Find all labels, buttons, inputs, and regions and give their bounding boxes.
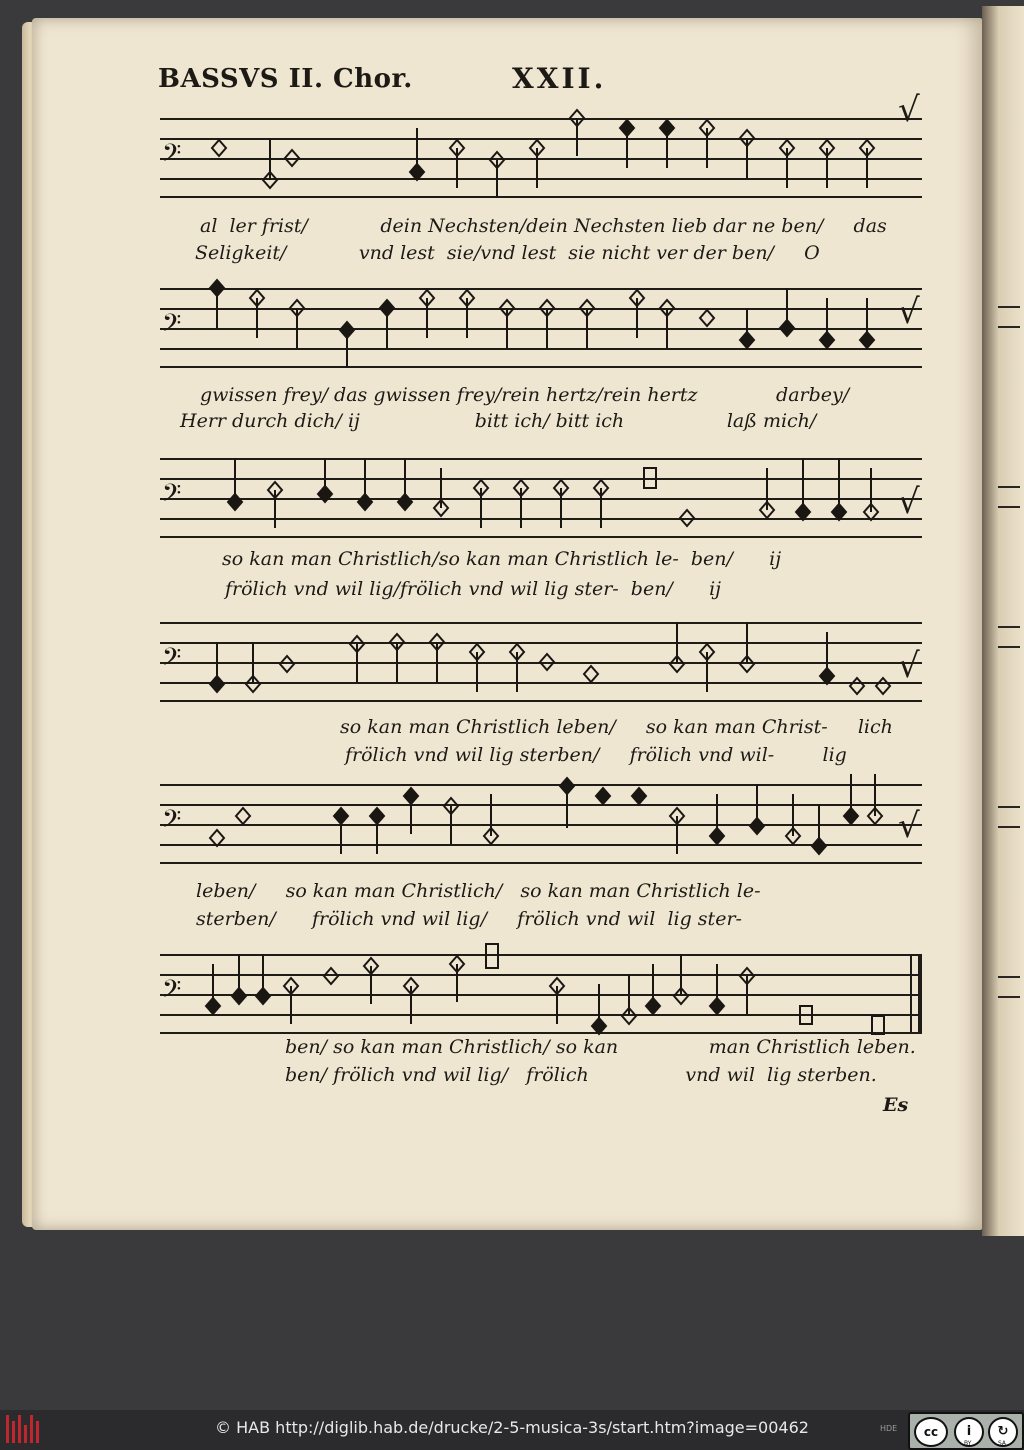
lyric-line: frölich vnd wil lig sterben/ frölich vnd wil- lig	[345, 744, 847, 766]
lyric-line: ben/ so kan man Christlich/ so kan man Christlich leben.	[285, 1036, 916, 1058]
custos-mark: √	[898, 292, 920, 332]
share-alike-icon: ↻	[988, 1417, 1018, 1447]
music-stave-6	[160, 954, 922, 1036]
custos-mark: √	[898, 482, 920, 522]
cc-icon: cc	[914, 1417, 948, 1447]
lyric-line: ben/ frölich vnd wil lig/ frölich vnd wil lig sterben.	[285, 1064, 877, 1086]
page-number: XXII.	[512, 62, 607, 95]
copyright-link[interactable]: © HAB http://diglib.hab.de/drucke/2-5-musica-3s/start.htm?image=00462	[215, 1418, 809, 1437]
lyric-line: sterben/ frölich vnd wil lig/ frölich vnd wil lig ster-	[196, 908, 742, 930]
notes-1	[160, 88, 922, 228]
lyric-line: Seligkeit/ vnd lest sie/vnd lest sie nicht ver der ben/ O	[195, 242, 820, 264]
attribution-icon: i	[954, 1417, 984, 1447]
music-stave-2	[160, 288, 922, 370]
notes-3	[160, 428, 922, 568]
svg-text:𝄢: 𝄢	[162, 479, 182, 514]
by-label: BY	[964, 1440, 972, 1447]
music-stave-3	[160, 458, 922, 540]
lyric-line: gwissen frey/ das gwissen frey/rein hertz/rein hertz darbey/	[200, 384, 850, 406]
music-stave-1	[160, 118, 922, 200]
lyric-line: so kan man Christlich leben/ so kan man Christ- lich	[340, 716, 893, 738]
lyric-line: Herr durch dich/ ij bitt ich/ bitt ich laß mich/	[180, 410, 817, 432]
lyric-line: al ler frist/ dein Nechsten/dein Nechsten lieb dar ne ben/ das	[200, 215, 887, 237]
part-heading: BASSVS II. Chor.	[158, 64, 413, 94]
notes-2	[160, 258, 922, 398]
lyric-line: leben/ so kan man Christlich/ so kan man Christlich le-	[196, 880, 761, 902]
footer-mark: HDE	[880, 1424, 898, 1433]
svg-text:𝄢: 𝄢	[162, 139, 182, 174]
svg-text:𝄢: 𝄢	[162, 643, 182, 678]
sa-label: SA	[998, 1440, 1007, 1447]
custos-mark: √	[898, 806, 920, 846]
custos-mark: √	[898, 646, 920, 686]
notes-4	[160, 592, 922, 732]
custos-mark: √	[898, 90, 920, 130]
svg-text:𝄢: 𝄢	[162, 309, 182, 344]
lyric-line: so kan man Christlich/so kan man Christlich le- ben/ ij	[222, 548, 782, 570]
next-page-edge	[982, 6, 1024, 1236]
music-stave-4	[160, 622, 922, 704]
lyric-line: frölich vnd wil lig/frölich vnd wil lig ster- ben/ ij	[225, 578, 722, 600]
svg-text:𝄢: 𝄢	[162, 975, 182, 1010]
notes-5	[160, 754, 922, 894]
music-stave-5	[160, 784, 922, 866]
cc-license-badge[interactable]	[908, 1412, 1024, 1450]
svg-text:𝄢: 𝄢	[162, 805, 182, 840]
catchword: Es	[883, 1094, 909, 1116]
